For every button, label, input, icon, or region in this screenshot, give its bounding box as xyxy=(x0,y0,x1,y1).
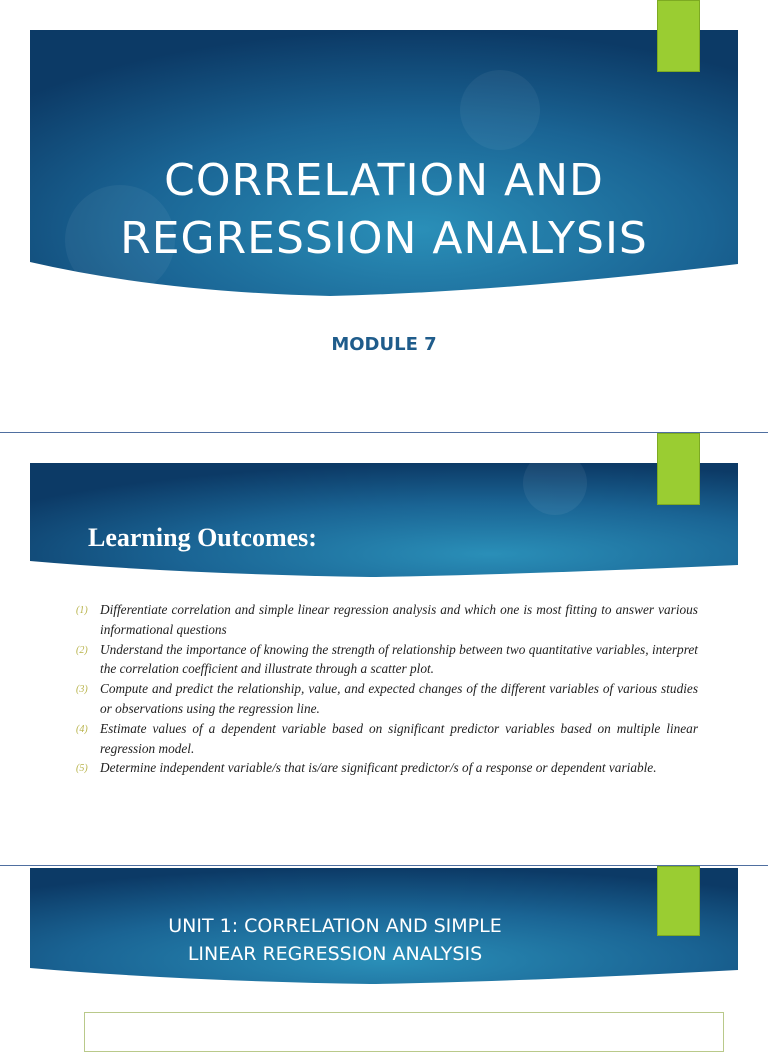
item-text: Estimate values of a dependent variable based on significant predictor variables based on multiple linear regression model. xyxy=(100,720,698,756)
list-item xyxy=(76,679,698,719)
unit-title-line-2: LINEAR REGRESSION ANALYSIS xyxy=(187,943,483,965)
slide-1 xyxy=(0,0,768,432)
item-number: (3) xyxy=(76,684,88,696)
item-text: Compute and predict the relationship, value, and expected changes of the different variables of various studies or observations using the regression line. xyxy=(100,681,698,716)
banner-shape xyxy=(30,463,738,579)
accent-tab xyxy=(657,433,700,505)
list-item xyxy=(76,600,698,640)
content-box xyxy=(84,1012,724,1052)
outcomes-banner xyxy=(30,463,738,579)
item-text: Understand the importance of knowing the strength of relationship between two quantitative variables, interpret the correlation coefficient and illustrate through a scatter plot. xyxy=(100,641,698,677)
module-subtitle: MODULE 7 xyxy=(331,334,437,355)
item-number: (2) xyxy=(76,644,88,656)
accent-tab xyxy=(657,866,700,936)
accent-tab xyxy=(657,0,700,72)
item-text: Differentiate correlation and simple linear regression analysis and which one is most fitting to answer various informational questions xyxy=(100,602,698,637)
item-number: (5) xyxy=(76,763,88,775)
item-number: (1) xyxy=(76,605,88,616)
item-text: Determine independent variable/s that is/are significant predictor/s of a response or dependent variable. xyxy=(100,760,657,776)
title-line-1: CORRELATION AND xyxy=(164,155,604,206)
list-item xyxy=(76,758,698,778)
section-title: Learning Outcomes: xyxy=(88,523,317,552)
presentation-title xyxy=(30,152,738,268)
learning-outcomes-list xyxy=(76,600,698,778)
list-item xyxy=(76,640,698,680)
item-number: (4) xyxy=(76,723,88,735)
unit-title xyxy=(130,912,540,968)
list-item xyxy=(76,719,698,759)
title-line-2: REGRESSION ANALYSIS xyxy=(120,213,648,264)
unit-title-line-1: UNIT 1: CORRELATION AND SIMPLE xyxy=(168,915,502,937)
